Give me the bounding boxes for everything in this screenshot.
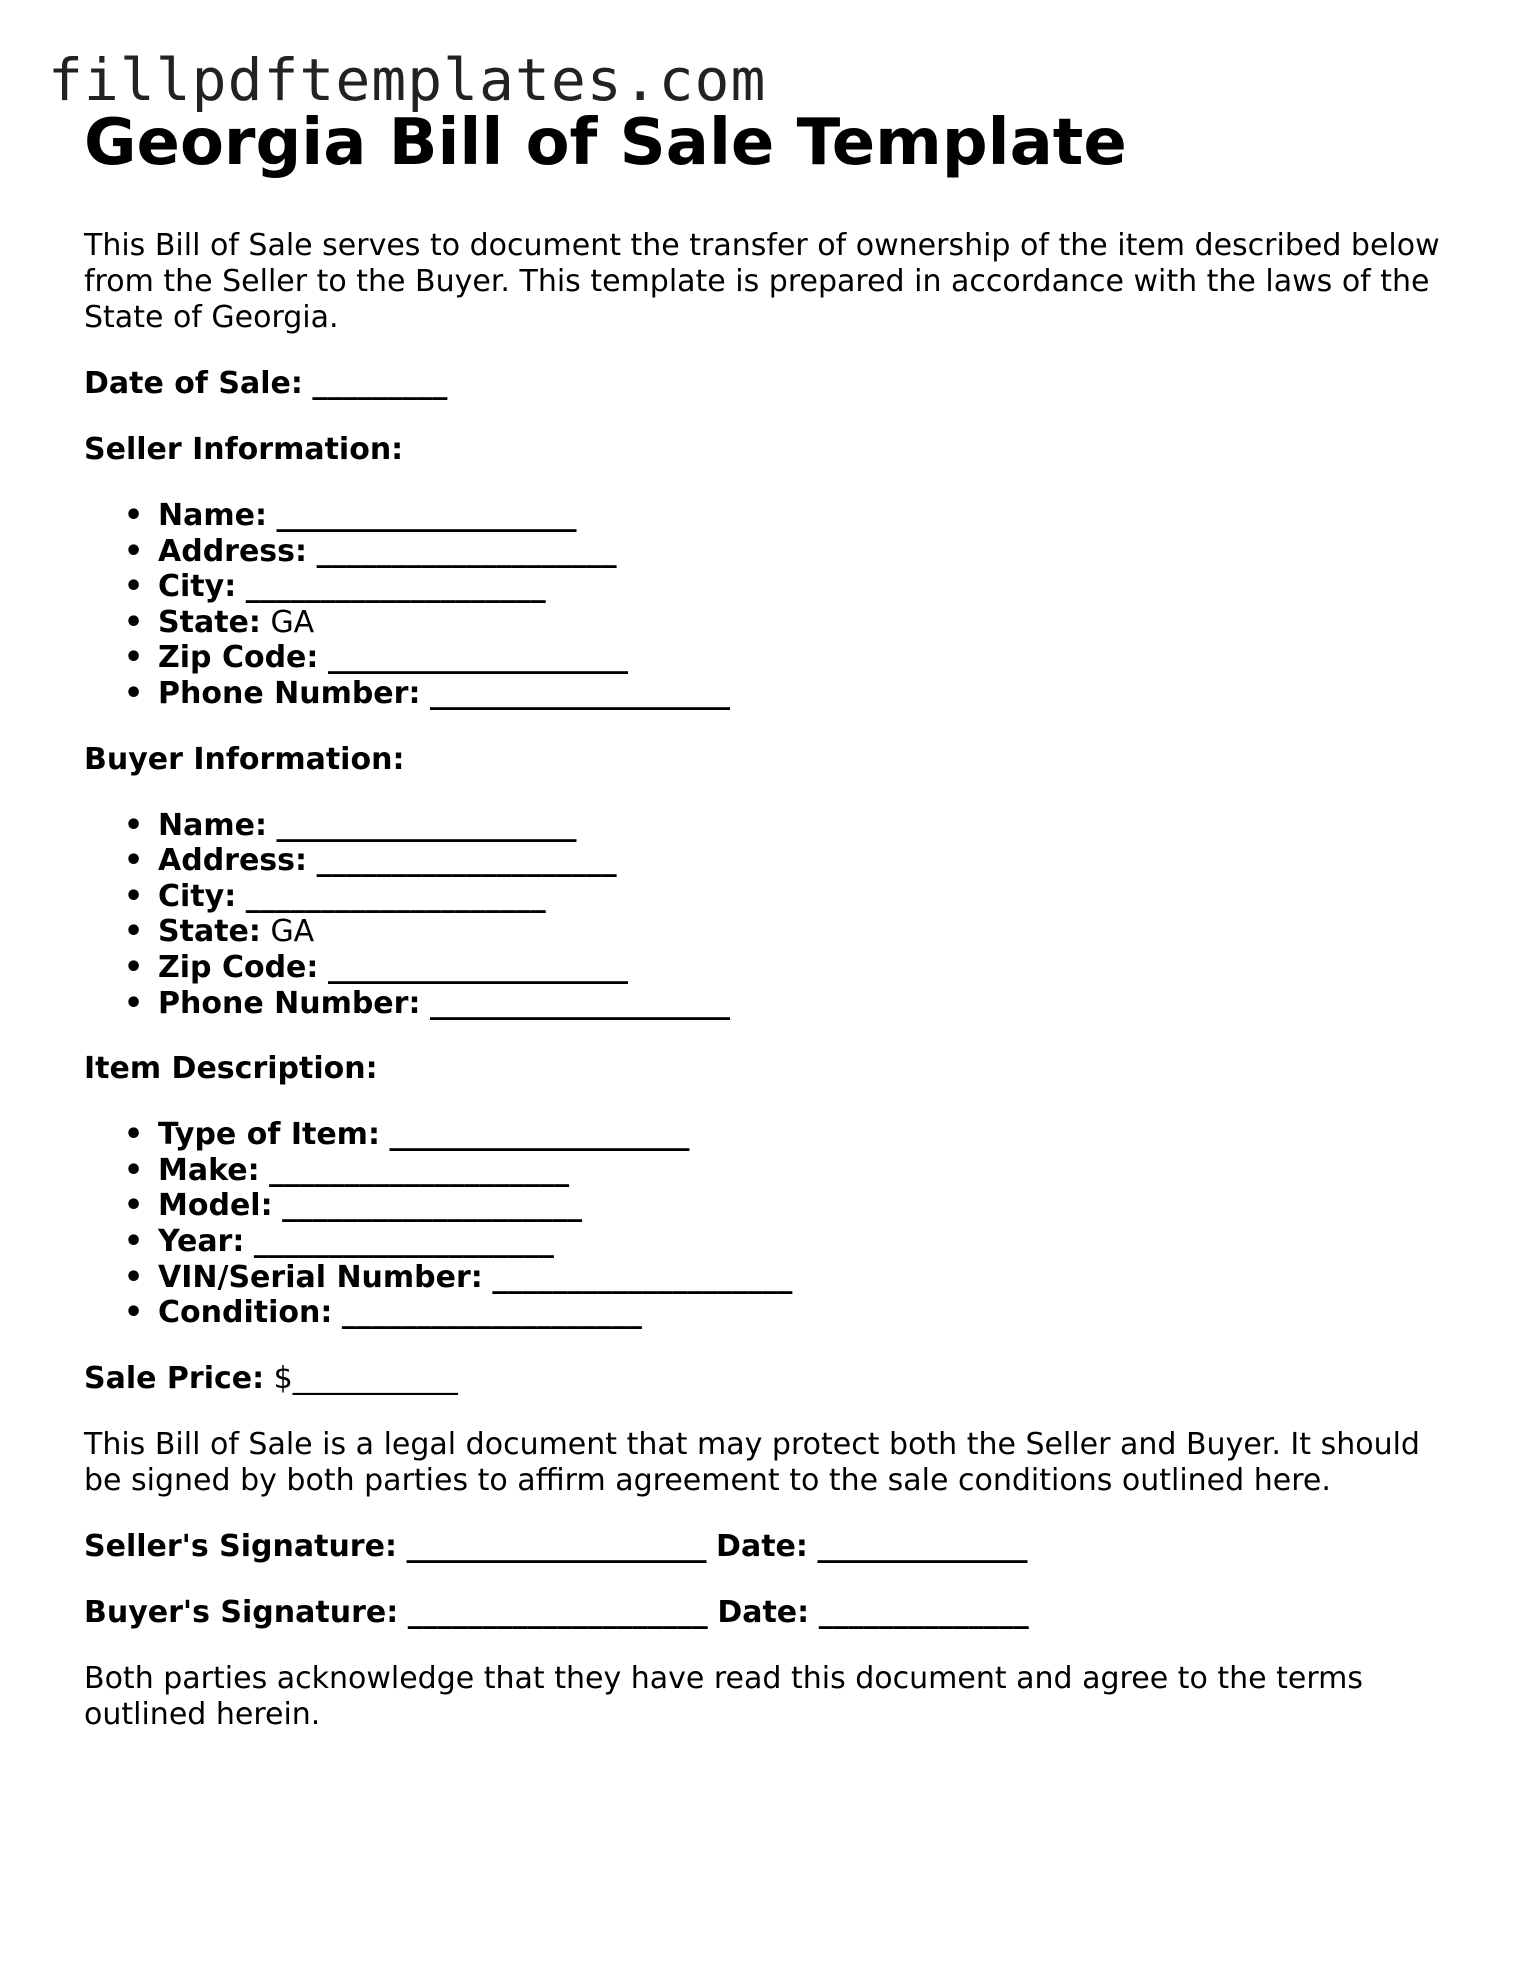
field-label: City: <box>158 569 237 605</box>
field-label: Condition: <box>158 1295 333 1331</box>
buyer-zip-field[interactable]: ____________________ <box>327 949 628 985</box>
item-model-field[interactable]: ____________________ <box>282 1188 583 1224</box>
intro-paragraph: This Bill of Sale serves to document the transfer of ownership of the item described below from the Seller to the Buyer. This template is prepared in accordance with the laws of the State of Georgia. <box>84 228 1440 335</box>
item-condition-item <box>124 1295 1444 1331</box>
document-body <box>84 100 1444 1733</box>
item-heading: Item Description: <box>84 1051 378 1087</box>
seller-name-field[interactable]: ____________________ <box>276 498 577 533</box>
buyer-name-item <box>124 807 1444 844</box>
date-of-sale-row <box>84 366 1444 402</box>
buyer-phone-item <box>124 985 1444 1022</box>
bullet-icon: • <box>124 1223 144 1259</box>
buyer-zip-item <box>124 949 1444 986</box>
field-label: State: <box>158 604 261 640</box>
sale-price-row <box>84 1361 1444 1397</box>
seller-zip-item <box>124 640 1444 676</box>
legal-note: This Bill of Sale is a legal document that may protect both the Seller and Buyer. It should be signed by both parties to affirm agreement to the sale conditions outlined here. <box>84 1426 1420 1498</box>
field-label: Name: <box>158 807 267 843</box>
item-make-field[interactable]: ____________________ <box>269 1152 570 1188</box>
bullet-icon: • <box>124 1188 144 1224</box>
item-vin-field[interactable]: ____________________ <box>492 1259 793 1295</box>
bullet-icon: • <box>124 640 144 676</box>
seller-state-value: GA <box>270 604 315 640</box>
seller-phone-item <box>124 675 1444 712</box>
field-label: Make: <box>158 1152 260 1188</box>
bullet-icon: • <box>124 604 144 640</box>
item-type-field[interactable]: ____________________ <box>389 1117 690 1153</box>
item-condition-field[interactable]: ____________________ <box>341 1295 642 1331</box>
seller-phone-field[interactable]: ____________________ <box>430 675 730 711</box>
bullet-icon: • <box>124 914 144 950</box>
bullet-icon: • <box>124 878 144 914</box>
buyer-date-field[interactable]: ______________ <box>818 1594 1029 1630</box>
bullet-icon: • <box>124 1295 144 1331</box>
bullet-icon: • <box>124 1152 144 1188</box>
page-title: Georgia Bill of Sale Template <box>84 106 1127 180</box>
buyer-heading: Buyer Information: <box>84 741 405 777</box>
buyer-city-item <box>124 878 1444 915</box>
field-label: City: <box>158 878 237 914</box>
field-label: Zip Code: <box>158 949 319 985</box>
bullet-icon: • <box>124 843 144 879</box>
bullet-icon: • <box>124 1117 144 1153</box>
seller-name-item <box>124 498 1444 534</box>
field-label: State: <box>158 914 261 950</box>
field-label: Zip Code: <box>158 640 319 676</box>
field-label: Address: <box>158 533 308 569</box>
bullet-icon: • <box>124 675 144 711</box>
field-label: Name: <box>158 498 267 533</box>
seller-city-item <box>124 569 1444 605</box>
bullet-icon: • <box>124 807 144 843</box>
item-type-item <box>124 1117 1444 1153</box>
buyer-signature-field[interactable]: ____________________ <box>407 1594 708 1630</box>
buyer-city-field[interactable]: ____________________ <box>245 878 546 914</box>
seller-signature-row <box>84 1529 1444 1565</box>
date-of-sale-blank[interactable]: _________ <box>312 366 448 401</box>
seller-signature-label: Seller's Signature: <box>84 1528 397 1564</box>
item-fields <box>84 1117 1444 1331</box>
seller-fields <box>84 498 1444 712</box>
buyer-address-field[interactable]: ____________________ <box>316 843 617 879</box>
buyer-signature-label: Buyer's Signature: <box>84 1594 399 1630</box>
buyer-state-item <box>124 914 1444 950</box>
item-make-item <box>124 1152 1444 1189</box>
seller-heading: Seller Information: <box>84 432 404 467</box>
item-year-field[interactable]: ____________________ <box>253 1223 554 1259</box>
item-model-item <box>124 1188 1444 1224</box>
date-of-sale-label: Date of Sale: <box>84 366 303 401</box>
buyer-state-value: GA <box>270 914 315 950</box>
seller-address-field[interactable]: ____________________ <box>316 533 617 569</box>
bullet-icon: • <box>124 498 144 533</box>
buyer-phone-field[interactable]: ____________________ <box>430 985 730 1021</box>
sale-price-field[interactable]: $___________ <box>273 1360 458 1396</box>
buyer-signature-row <box>84 1595 1444 1631</box>
bullet-icon: • <box>124 985 144 1021</box>
acknowledgement-paragraph: Both parties acknowledge that they have read this document and agree to the terms outlined herein. <box>84 1660 1363 1732</box>
buyer-fields <box>84 808 1444 1022</box>
field-label: Year: <box>158 1223 245 1259</box>
seller-date-field[interactable]: ______________ <box>817 1528 1028 1564</box>
seller-signature-field[interactable]: ____________________ <box>406 1528 707 1564</box>
seller-city-field[interactable]: ____________________ <box>245 569 546 605</box>
site-watermark: fillpdftemplates.com <box>48 46 767 114</box>
field-label: Phone Number: <box>158 985 421 1021</box>
seller-date-label: Date: <box>716 1528 808 1564</box>
bullet-icon: • <box>124 569 144 605</box>
bullet-icon: • <box>124 1259 144 1295</box>
item-year-item <box>124 1223 1444 1260</box>
item-vin-item <box>124 1259 1444 1296</box>
buyer-date-label: Date: <box>717 1594 810 1630</box>
field-label: Model: <box>158 1188 273 1224</box>
bullet-icon: • <box>124 949 144 985</box>
buyer-address-item <box>124 843 1444 879</box>
seller-zip-field[interactable]: ____________________ <box>327 640 628 676</box>
seller-state-item <box>124 604 1444 641</box>
field-label: Phone Number: <box>158 675 421 711</box>
field-label: Address: <box>158 843 308 879</box>
buyer-name-field[interactable]: ____________________ <box>276 807 577 843</box>
seller-address-item <box>124 533 1444 570</box>
field-label: Type of Item: <box>158 1117 380 1153</box>
sale-price-label: Sale Price: <box>84 1360 265 1396</box>
field-label: VIN/Serial Number: <box>158 1259 483 1295</box>
bullet-icon: • <box>124 533 144 569</box>
